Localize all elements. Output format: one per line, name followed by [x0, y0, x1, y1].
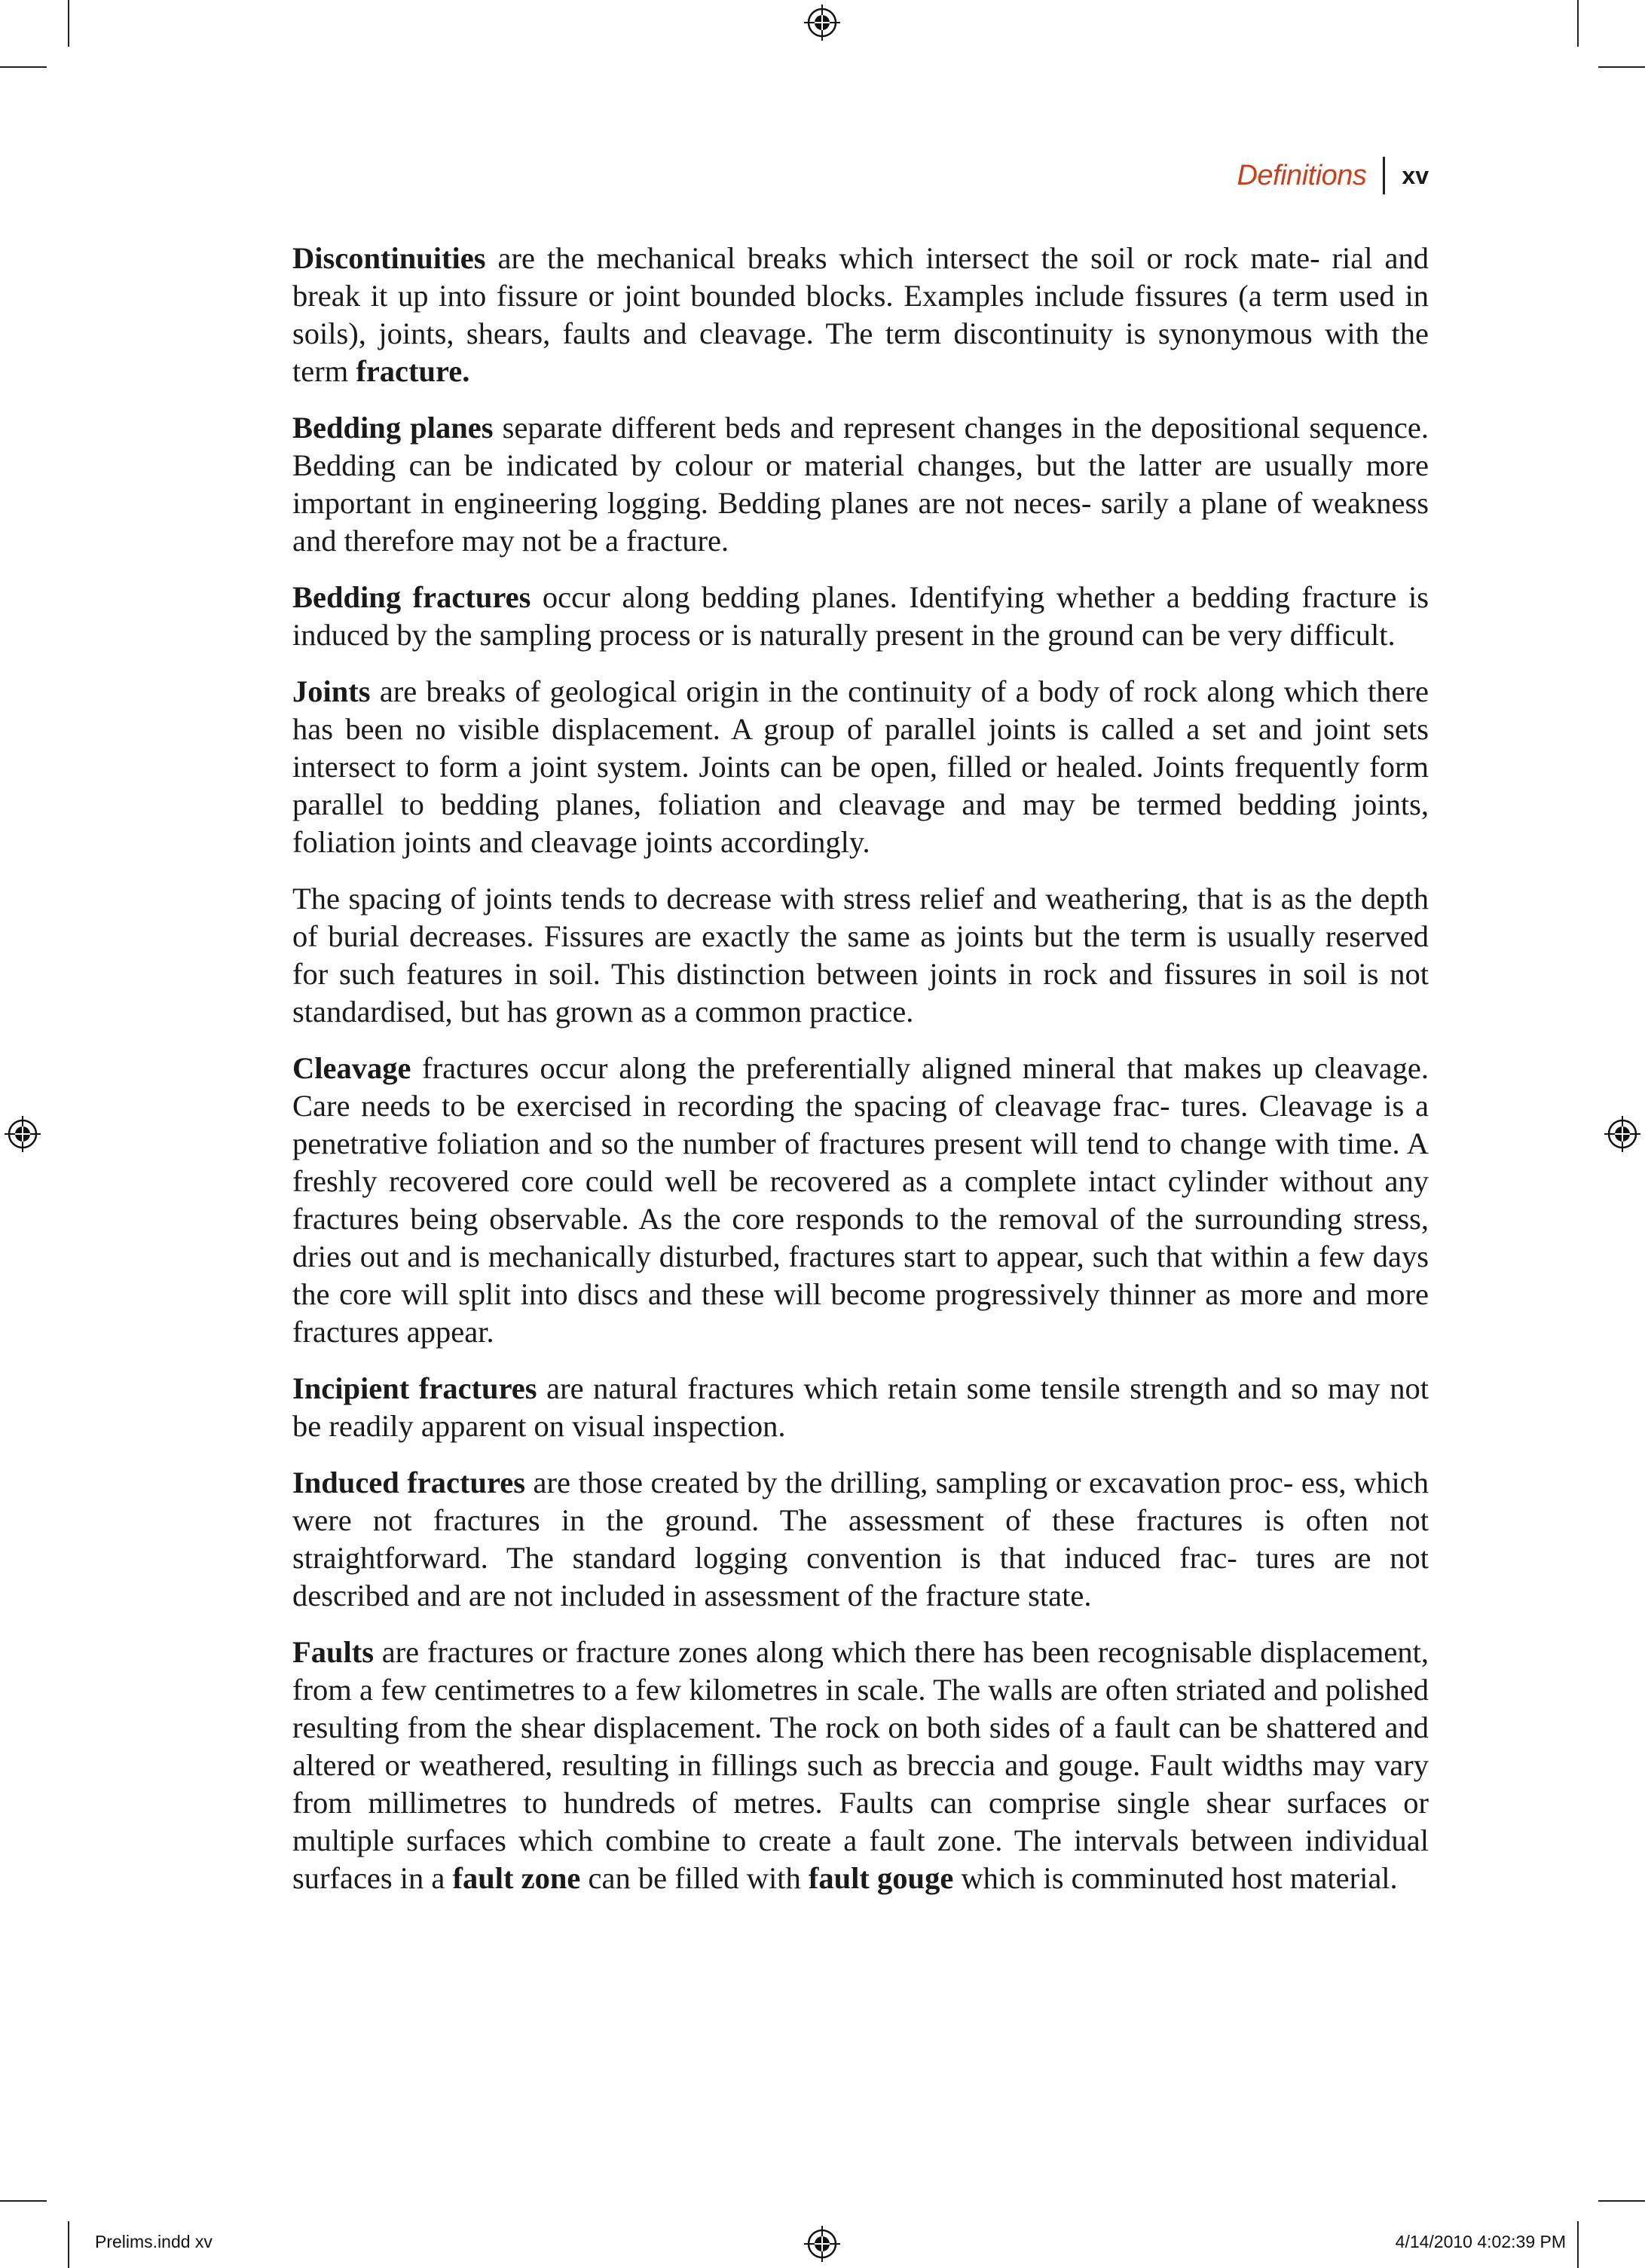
term: Bedding planes	[292, 411, 494, 445]
crop-mark-top-right-h	[1598, 66, 1645, 68]
paragraph-joint-spacing	[292, 880, 1429, 1031]
paragraph-bedding-planes	[292, 409, 1429, 560]
term: fault zone	[452, 1861, 581, 1895]
section-title: Definitions	[1237, 159, 1367, 191]
crop-mark-top-left	[68, 0, 69, 47]
slug-file-name: Prelims.indd xv	[95, 2232, 213, 2251]
definition-text: occur along bedding planes. Identifying whether a bedding fracture is induced by the sampling process or is naturally present in the ground can be very difficult.	[292, 580, 1429, 652]
definition-text: fractures occur along the preferentially aligned mineral that makes up cleavage. Care needs to be exercised in recording the spacing of cleavage frac- tures. Cleavage is a penetrative foliation and so the number of fractures present will tend to change with time. A freshly recovered core could well be recovered as a complete intact cylinder without any fractures being observable. As the core responds to the removal of the surrounding stress, dries out and is mechanically disturbed, fractures start to appear, such that within a few days the core will split into discs and these will become progressively thinner as more and more fractures appear.	[292, 1051, 1429, 1349]
paragraph-discontinuities	[292, 240, 1429, 390]
crop-mark-bottom-left-h	[0, 2200, 47, 2202]
paragraph-joints	[292, 673, 1429, 861]
registration-mark-top-icon	[804, 5, 840, 41]
term: fracture.	[356, 354, 470, 388]
running-header	[1237, 154, 1429, 197]
definition-text: can be filled with	[580, 1861, 809, 1895]
term: Bedding fractures	[292, 580, 531, 614]
paragraph-bedding-fractures	[292, 579, 1429, 654]
term: Incipient fractures	[292, 1371, 537, 1405]
page-number: xv	[1402, 161, 1429, 189]
paragraph-induced-fractures	[292, 1464, 1429, 1615]
paragraph-faults	[292, 1634, 1429, 1897]
header-divider	[1383, 157, 1385, 194]
crop-mark-top-right	[1577, 0, 1579, 47]
term: Induced fractures	[292, 1466, 526, 1499]
definition-text: are those created by the drilling, sampling or excavation proc- ess, which were not fractures in the ground. The assessment of these fractures is often not straightforward. The standard logging convention is that induced frac- tures are not described and are not included in assessment of the fracture state.	[292, 1466, 1429, 1612]
paragraph-incipient-fractures	[292, 1370, 1429, 1445]
term: Discontinuities	[292, 241, 486, 275]
crop-mark-bottom-left	[68, 2221, 69, 2268]
term: Cleavage	[292, 1051, 411, 1085]
paragraph-cleavage	[292, 1050, 1429, 1351]
crop-mark-bottom-right	[1577, 2221, 1579, 2268]
definition-text: are the mechanical breaks which intersect the soil or rock mate- rial and break it up into fissure or joint bounded blocks. Examples include fissures (a term used in soils), joints, shears, faults and cleavage. The term discontinuity is synonymous with the term	[292, 241, 1429, 388]
slug-timestamp: 4/14/2010 4:02:39 PM	[1395, 2232, 1566, 2251]
definition-text: are fractures or fracture zones along which there has been recognisable displacement, from a few centimetres to a few kilometres in scale. The walls are often striated and polished resulting from the shear displacement. The rock on both sides of a fault can be shattered and altered or weathered, resulting in fillings such as breccia and gouge. Fault widths may vary from millimetres to hundreds of metres. Faults can comprise single shear surfaces or multiple surfaces which combine to create a fault zone. The intervals between individual surfaces in a	[292, 1635, 1429, 1895]
term: fault gouge	[808, 1861, 954, 1895]
definition-text: separate different beds and represent changes in the depositional sequence. Bedding can be indicated by colour or material changes, but the latter are usually more important in engineering logging. Bedding planes are not neces- sarily a plane of weakness and therefore may not be a fracture.	[292, 411, 1429, 558]
definition-text: which is comminuted host material.	[953, 1861, 1398, 1895]
crop-mark-top-left-h	[0, 66, 47, 68]
registration-mark-left-icon	[5, 1116, 41, 1152]
registration-mark-bottom-icon	[804, 2226, 840, 2262]
term: Joints	[292, 674, 371, 708]
crop-mark-bottom-right-h	[1598, 2200, 1645, 2202]
term: Faults	[292, 1635, 375, 1669]
definition-text: are breaks of geological origin in the continuity of a body of rock along which there has been no visible displacement. A group of parallel joints is called a set and joint sets intersect to form a joint system. Joints can be open, filled or healed. Joints frequently form parallel to bedding planes, foliation and cleavage and may be termed bedding joints, foliation joints and cleavage joints accordingly.	[292, 674, 1429, 859]
definition-text: The spacing of joints tends to decrease with stress relief and weathering, that is as the depth of burial decreases. Fissures are exactly the same as joints but the term is usually reserved for such features in soil. This distinction between joints in rock and fissures in soil is not standardised, but has grown as a common practice.	[292, 882, 1429, 1029]
definition-text: are natural fractures which retain some tensile strength and so may not be readily apparent on visual inspection.	[292, 1371, 1429, 1443]
definitions-body	[292, 240, 1429, 1916]
registration-mark-right-icon	[1604, 1116, 1640, 1152]
